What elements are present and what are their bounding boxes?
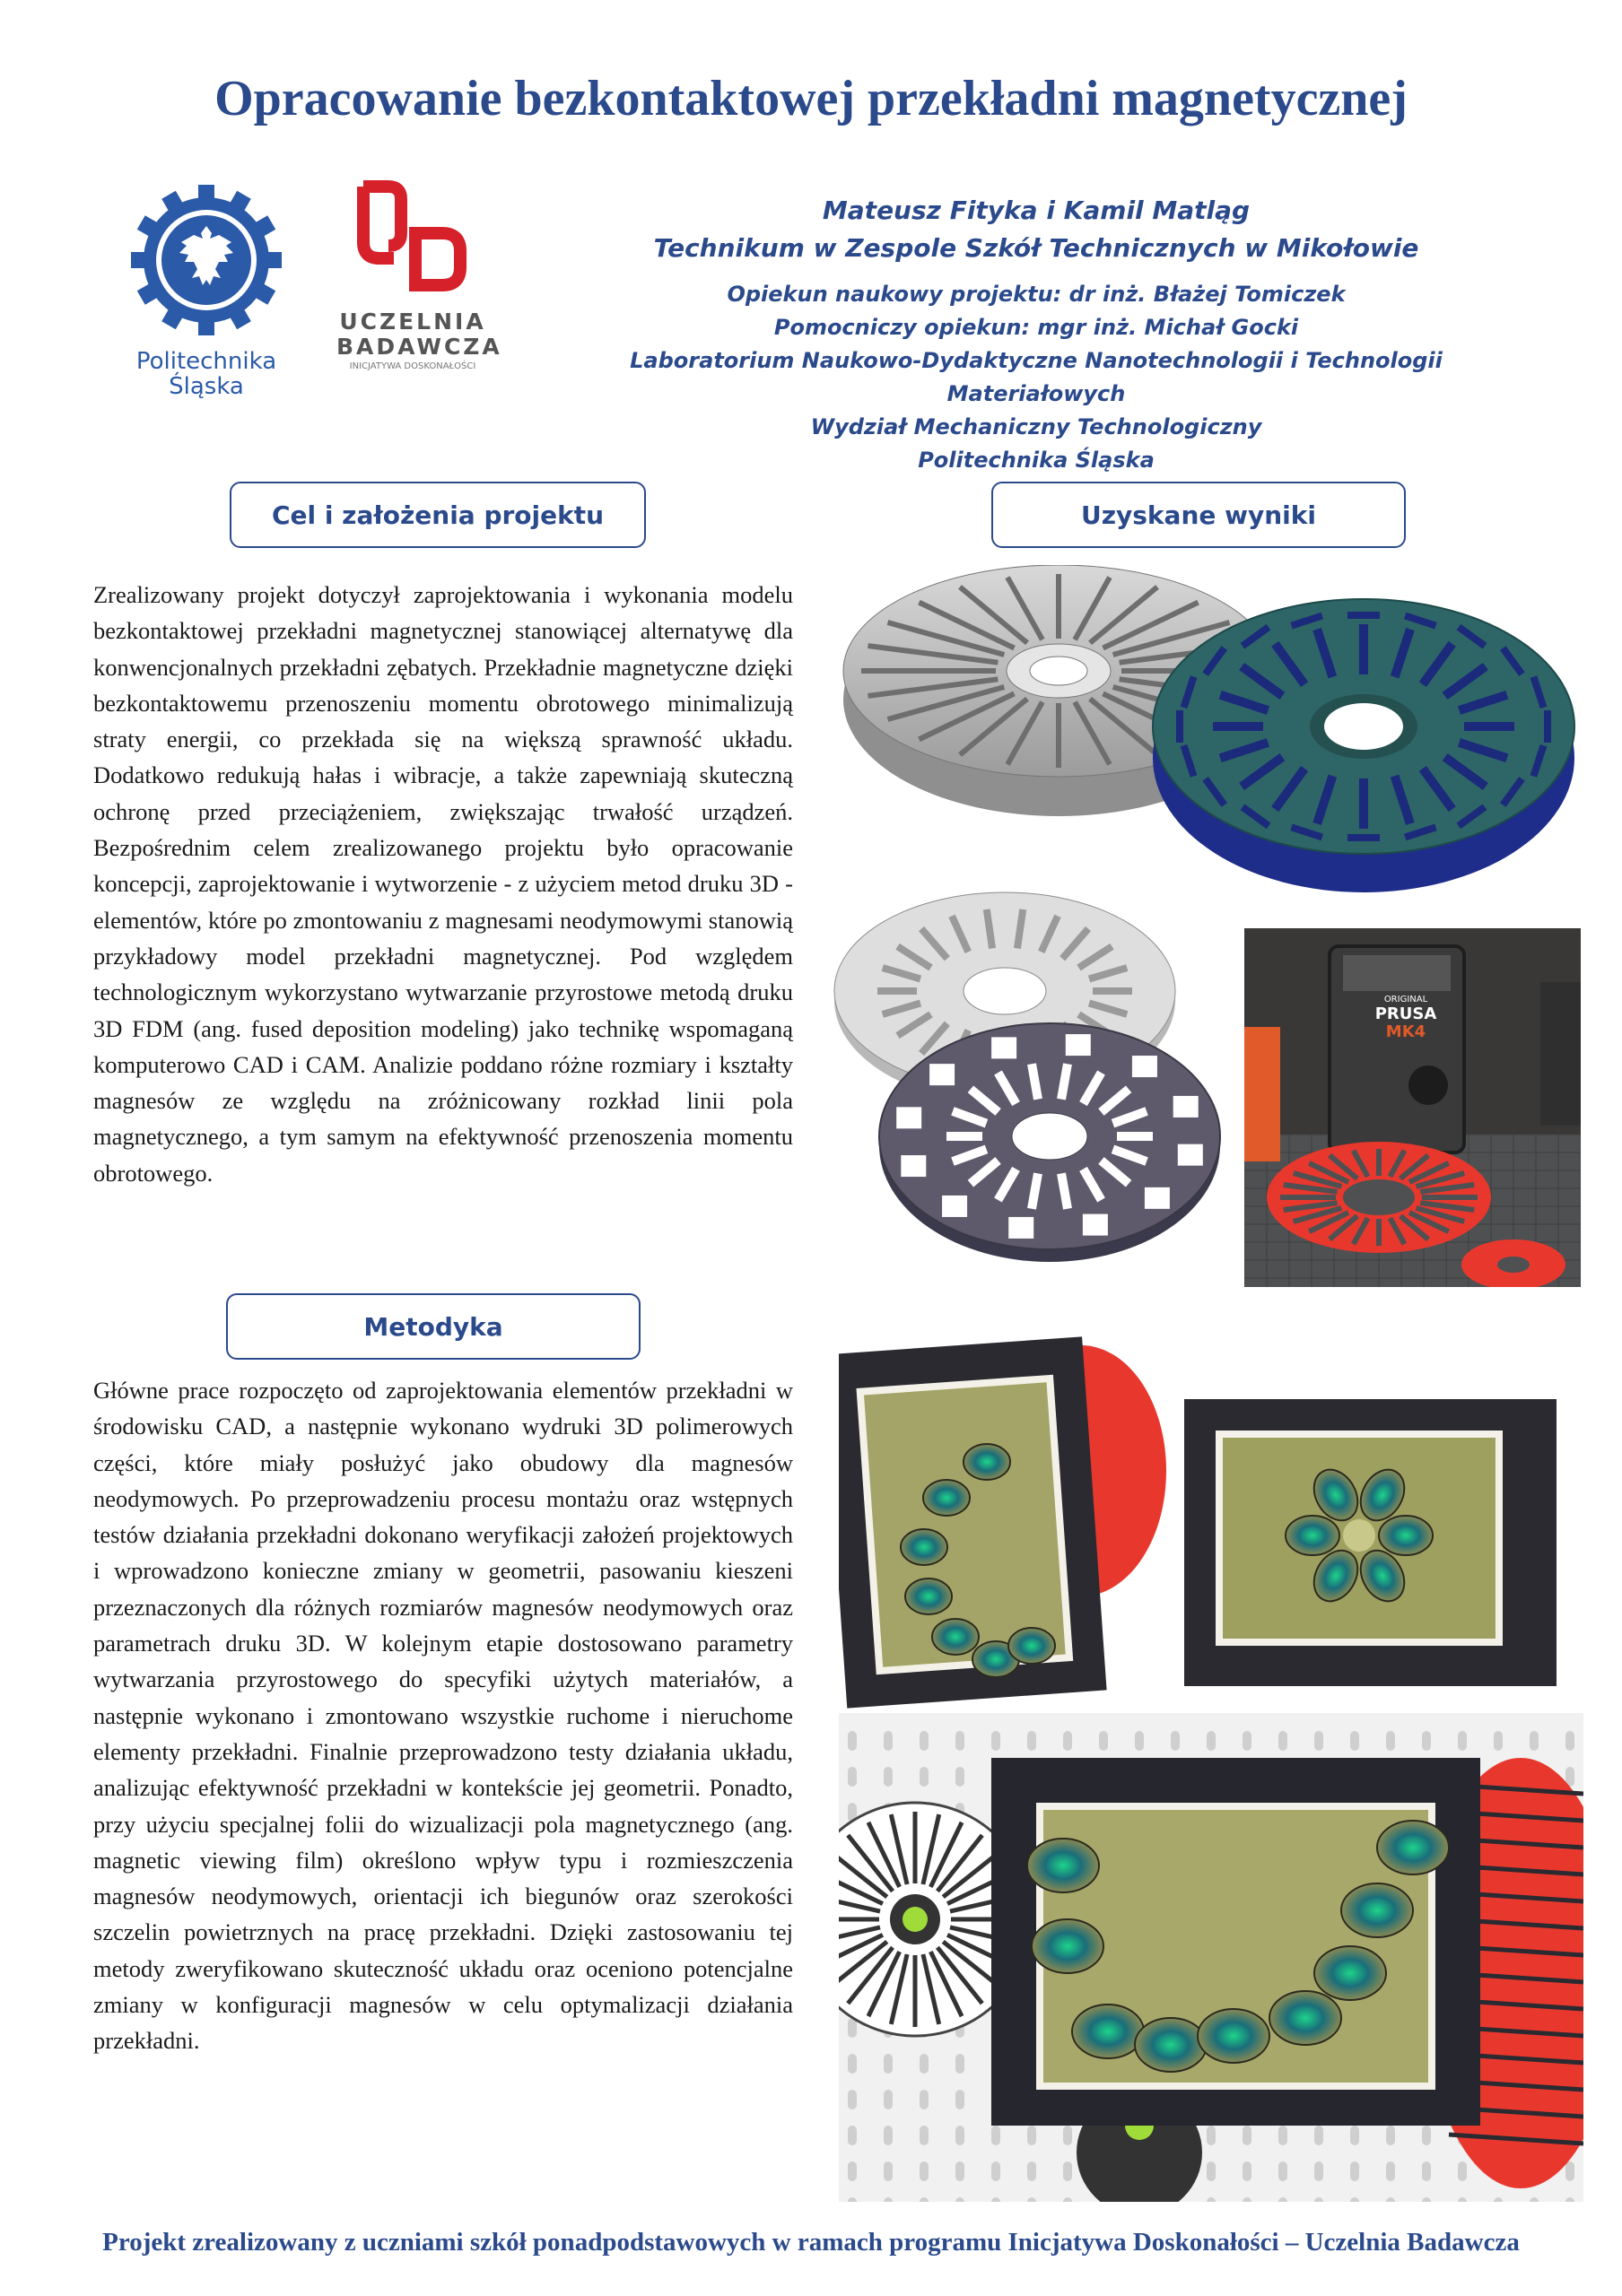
printer-brand: ORIGINAL <box>1383 995 1428 1004</box>
ub-logo-line3: INICJATYWA DOSKONAŁOŚCI <box>349 361 476 371</box>
university: Politechnika Śląska <box>918 448 1155 473</box>
method-section-heading: Metodyka <box>226 1293 641 1360</box>
goal-paragraph: Zrealizowany projekt dotyczył zaprojektowania i wykonania modelu bezkontaktowej przekładni magnetycznej stanowiącej alternatywę dla konwencjonalnych przekładni zębatych. Przekładnie magnetyczne dzięki bezkontaktowemu przenoszeniu momentu obrotowego minimalizują straty energii, co przekłada się na większą sprawność układu. Dodatkowo redukują hałas i wibracje, a także zapewniają skuteczną ochronę przed przeciążeniem, zwiększając trwałość urządzeń. Bezpośrednim celem zrealizowanego projektu było opracowanie koncepcji, zaprojektowanie i wytworzenie - z użyciem metod druku 3D - elementów, które po zmontowaniu z magnesami neodymowymi stanowią przykładowy model przekładni magnetycznej. Pod względem technologicznym wykorzystano wytwarzanie przyrostowe metodą druku 3D FDM (ang. fused deposition modeling) jako technikę wspomaganą komputerowo CAD i CAM. Analizie poddano różne rozmiary i kształty magnesów ze względu na zróżnicowany rozkład linii pola magnetycznego, a tym samym na efektywność przenoszenia momentu obrotowego. <box>93 581 793 1187</box>
magnetic-film-photos <box>839 1327 1583 2202</box>
supervisors-block <box>538 278 1534 477</box>
authors: Mateusz Fityka i Kamil Matląg <box>822 196 1251 225</box>
cad-render-assembly <box>825 883 1238 1278</box>
ub-logo <box>336 179 502 395</box>
method-paragraph: Główne prace rozpoczęto od zaprojektowania elementów przekładni w środowisku CAD, a następnie wykonano wydruki 3D polimerowych części, które miały posłużyć jako obudowy dla magnesów neodymowych. Po przeprowadzeniu procesu montażu oraz wstępnych testów działania przekładni dokonano weryfikacji założeń projektowych i wprowadzono konieczne zmiany w geometrii, pasowaniu kieszeni przeznaczonych dla różnych rozmiarów magnesów neodymowych oraz parametrach druku 3D. W kolejnym etapie dostosowano parametry wytwarzania przyrostowego do specyfiki użytych materiałów, a następnie wykonano i zmontowano wszystkie ruchome i nieruchome elementy przekładni. Finalnie przeprowadzono testy działania układu, analizując efektywność przekładni w kontekście jej geometrii. Ponadto, przy użyciu specjalnej folii do wizualizacji pola magnetycznego (ang. magnetic viewing film) określono wpływ typu i rozmieszczenia magnesów neodymowych, orientacji ich biegunów oraz szerokości szczelin powietrznych na pracę przekładni. Dzięki zastosowaniu tej metody zweryfikowano skuteczność układu oraz oceniono potencjalne zmiany w konfiguracji magnesów w celu optymalizacji działania przekładni. <box>93 1377 793 2055</box>
ub-logo-line2: BADAWCZA <box>336 334 502 360</box>
polsl-gear-icon <box>126 179 287 341</box>
ub-symbol-icon <box>336 179 489 305</box>
printer-scene-icon <box>1244 928 1581 1287</box>
polsl-logo-text: Politechnika Śląska <box>135 348 277 400</box>
faculty: Wydział Mechaniczny Technologiczny <box>810 414 1262 439</box>
school: Technikum w Zespole Szkół Technicznych w Mikołowie <box>653 233 1419 263</box>
results-section-heading: Uzyskane wyniki <box>991 482 1406 548</box>
printer-photo <box>1244 928 1581 1287</box>
goal-section-heading: Cel i założenia projektu <box>230 482 646 548</box>
authors-block <box>538 192 1534 267</box>
printer-model: PRUSA <box>1374 1004 1437 1023</box>
printer-label <box>1370 995 1442 1041</box>
assistant-supervisor: Pomocniczy opiekun: mgr inż. Michał Gocki <box>773 315 1299 340</box>
poster-title: Opracowanie bezkontaktowej przekładni magnetycznej <box>214 71 1408 126</box>
supervisor: Opiekun naukowy projektu: dr inż. Błażej Tomiczek <box>727 282 1346 307</box>
ub-logo-line1: UCZELNIA <box>339 309 486 335</box>
polsl-logo <box>126 179 287 400</box>
laboratory: Laboratorium Naukowo-Dydaktyczne Nanotechnologii i Technologii Materiałowych <box>630 348 1443 406</box>
printer-version: MK4 <box>1385 1022 1426 1041</box>
footer-note: Projekt zrealizowany z uczniami szkół ponadpodstawowych w ramach programu Inicjatywa Doskonałości – Uczelnia Badawcza <box>102 2228 1520 2257</box>
cad-render-discs <box>834 565 1579 910</box>
